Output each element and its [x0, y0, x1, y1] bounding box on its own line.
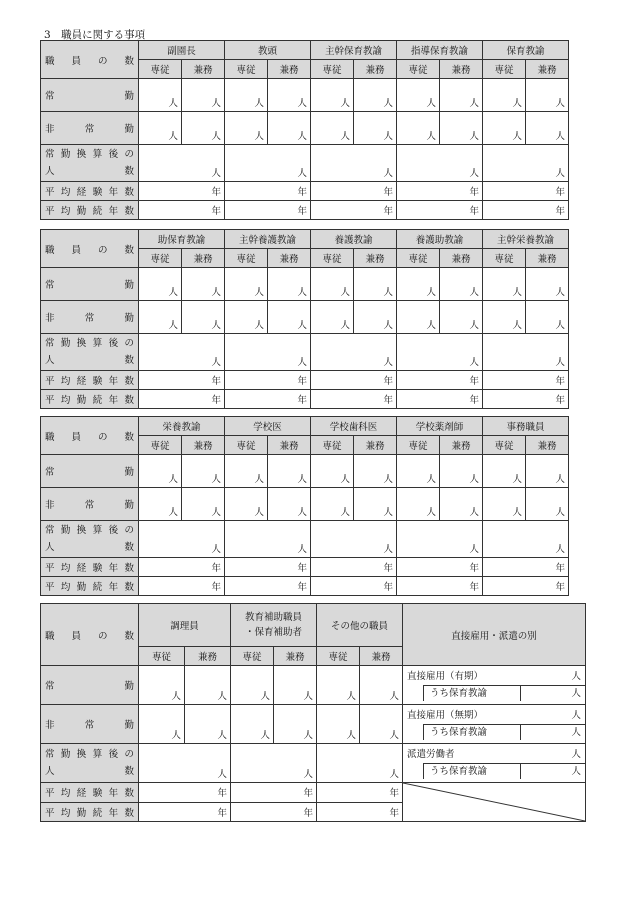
input-cell[interactable]: 人 [139, 268, 182, 301]
input-cell[interactable]: 年 [225, 390, 311, 409]
input-cell[interactable]: 人 [182, 488, 225, 521]
sub-header-dedicated: 専従 [397, 436, 440, 455]
input-cell[interactable]: 年 [139, 201, 225, 220]
input-cell[interactable]: 年 [225, 577, 311, 596]
input-cell[interactable]: 年 [483, 558, 569, 577]
row-label-converted: 常勤換算後の 人数 [41, 521, 139, 558]
input-cell[interactable]: 人 [526, 488, 569, 521]
diagonal-line [403, 783, 585, 821]
role-header: 養護教諭 [311, 230, 397, 249]
input-cell[interactable]: 年 [139, 783, 231, 803]
input-cell[interactable]: 人 [225, 301, 268, 334]
input-cell[interactable]: 人 [360, 666, 403, 705]
role-header: 学校薬剤師 [397, 417, 483, 436]
row-label-fulltime: 常勤 [41, 666, 139, 705]
input-cell[interactable]: 年 [139, 558, 225, 577]
sub-header-concurrent: 兼務 [360, 647, 403, 666]
input-cell[interactable]: 年 [139, 577, 225, 596]
section-title: 3 職員に関する事項 [44, 29, 146, 41]
role-header: 主幹保育教諭 [311, 41, 397, 60]
employment-direct-fixed: 直接雇用（有期） 人 うち保育教諭 人 [403, 666, 586, 705]
row-label-tenure: 平均勤続年数 [41, 390, 139, 409]
sub-header-dedicated: 専従 [311, 249, 354, 268]
input-cell[interactable]: 人 [354, 488, 397, 521]
input-cell[interactable]: 年 [311, 558, 397, 577]
sub-header-concurrent: 兼務 [440, 249, 483, 268]
role-header: 副園長 [139, 41, 225, 60]
input-cell[interactable]: 人 [483, 79, 526, 112]
input-cell[interactable]: 人 [440, 112, 483, 145]
role-header: 主幹養護教諭 [225, 230, 311, 249]
input-cell[interactable]: 人 [483, 145, 569, 182]
sub-header-dedicated: 専従 [311, 436, 354, 455]
input-cell[interactable]: 人 [225, 79, 268, 112]
input-cell[interactable]: 年 [483, 201, 569, 220]
row-label-count: 職員の数 [41, 417, 139, 455]
row-label-count: 職員の数 [41, 230, 139, 268]
sub-header-concurrent: 兼務 [526, 60, 569, 79]
employment-direct-permanent: 直接雇用（無期） 人 うち保育教諭 人 [403, 705, 586, 744]
input-cell[interactable]: 人 [354, 112, 397, 145]
input-cell[interactable]: 年 [311, 201, 397, 220]
input-cell[interactable]: 人 [225, 334, 311, 371]
input-cell[interactable]: 人 [311, 521, 397, 558]
input-cell[interactable]: 人 [360, 705, 403, 744]
input-cell[interactable]: 人 [440, 301, 483, 334]
input-cell[interactable]: 人 [274, 705, 317, 744]
input-cell[interactable]: 人 [182, 112, 225, 145]
staff-table-block-3 [40, 416, 569, 596]
staff-table-block-1 [40, 40, 569, 220]
input-cell[interactable]: 人 [268, 268, 311, 301]
input-cell[interactable]: 人 [268, 301, 311, 334]
input-cell[interactable]: 人 [483, 488, 526, 521]
input-cell[interactable]: 人 [139, 334, 225, 371]
input-cell[interactable]: 年 [139, 802, 231, 822]
input-cell[interactable]: 人 [317, 666, 360, 705]
input-cell[interactable]: 人 [521, 685, 585, 701]
input-cell[interactable]: 人 [526, 301, 569, 334]
employment-dispatched: 派遣労働者 人 うち保育教諭 人 [403, 744, 586, 783]
row-label-converted: 常勤換算後の 人数 [41, 744, 139, 783]
sub-header-concurrent: 兼務 [526, 436, 569, 455]
sub-header-dedicated: 専従 [225, 60, 268, 79]
input-cell[interactable]: 人 [483, 268, 526, 301]
input-cell[interactable]: 人 [185, 705, 231, 744]
input-cell[interactable]: 人 [311, 488, 354, 521]
input-cell[interactable]: 人 [225, 145, 311, 182]
input-cell[interactable]: 人 [440, 268, 483, 301]
input-cell[interactable]: 年 [317, 783, 403, 803]
input-cell[interactable]: 年 [139, 390, 225, 409]
input-cell[interactable]: 人 [397, 455, 440, 488]
row-label-parttime: 非常勤 [41, 112, 139, 145]
input-cell[interactable]: 人 [526, 112, 569, 145]
row-label-converted: 常勤換算後の 人数 [41, 334, 139, 371]
input-cell[interactable]: 人 [268, 112, 311, 145]
sub-header-concurrent: 兼務 [354, 60, 397, 79]
input-cell[interactable]: 年 [311, 390, 397, 409]
input-cell[interactable]: 年 [483, 371, 569, 390]
input-cell[interactable]: 年 [225, 201, 311, 220]
row-label-fulltime: 常勤 [41, 455, 139, 488]
input-cell[interactable]: 人 [397, 112, 440, 145]
input-cell[interactable]: 人 [526, 79, 569, 112]
input-cell[interactable]: 年 [397, 390, 483, 409]
input-cell[interactable]: 人 [483, 301, 526, 334]
role-header: 学校医 [225, 417, 311, 436]
row-label-parttime: 非常勤 [41, 705, 139, 744]
role-header: 助保育教諭 [139, 230, 225, 249]
sub-header-dedicated: 専従 [225, 249, 268, 268]
sub-header-dedicated: 専従 [231, 647, 274, 666]
input-cell[interactable]: 人 [225, 268, 268, 301]
sub-header-dedicated: 専従 [139, 436, 182, 455]
input-cell[interactable]: 年 [311, 182, 397, 201]
input-cell[interactable]: 人 [274, 666, 317, 705]
input-cell[interactable]: 人 [397, 79, 440, 112]
input-cell[interactable]: 人 [268, 488, 311, 521]
role-header: 教育補助職員 ・保育補助者 [231, 604, 317, 647]
role-header: その他の職員 [317, 604, 403, 647]
row-label-count: 職員の数 [41, 604, 139, 666]
sub-header-concurrent: 兼務 [182, 60, 225, 79]
sub-header-concurrent: 兼務 [274, 647, 317, 666]
sub-header-concurrent: 兼務 [268, 249, 311, 268]
input-cell[interactable]: 人 [354, 301, 397, 334]
input-cell[interactable]: 人 [317, 744, 403, 783]
input-cell[interactable]: 人 [483, 112, 526, 145]
input-cell[interactable]: 年 [225, 371, 311, 390]
input-cell[interactable]: 年 [231, 783, 317, 803]
input-cell[interactable]: 年 [397, 371, 483, 390]
input-cell[interactable]: 人 [354, 268, 397, 301]
row-label-experience: 平均経験年数 [41, 558, 139, 577]
row-label-tenure: 平均勤続年数 [41, 802, 139, 822]
input-cell[interactable]: 人 [225, 112, 268, 145]
input-cell[interactable]: 人 [526, 268, 569, 301]
row-label-experience: 平均経験年数 [41, 783, 139, 803]
input-cell[interactable]: 人 [397, 145, 483, 182]
diagonal-blank-cell [403, 783, 586, 822]
row-label-experience: 平均経験年数 [41, 182, 139, 201]
input-cell[interactable]: 人 [311, 112, 354, 145]
sub-header-dedicated: 専従 [483, 60, 526, 79]
input-cell[interactable]: 年 [225, 558, 311, 577]
staff-table-block-4 [40, 603, 586, 822]
sub-header-concurrent: 兼務 [440, 436, 483, 455]
input-cell[interactable]: 人 [139, 705, 185, 744]
sub-header-dedicated: 専従 [397, 249, 440, 268]
sub-header-dedicated: 専従 [139, 647, 185, 666]
row-label-fulltime: 常勤 [41, 268, 139, 301]
input-cell[interactable]: 人 [231, 744, 317, 783]
sub-header-concurrent: 兼務 [526, 249, 569, 268]
input-cell[interactable]: 人 [139, 145, 225, 182]
sub-header-dedicated: 専従 [317, 647, 360, 666]
input-cell[interactable]: 年 [483, 390, 569, 409]
input-cell[interactable]: 人 [397, 268, 440, 301]
input-cell[interactable]: 人 [311, 145, 397, 182]
row-label-parttime: 非常勤 [41, 301, 139, 334]
sub-header-dedicated: 専従 [397, 60, 440, 79]
sub-header-dedicated: 専従 [311, 60, 354, 79]
input-cell[interactable]: 人 [268, 79, 311, 112]
input-cell[interactable]: 人 [225, 521, 311, 558]
input-cell[interactable]: 人 [397, 521, 483, 558]
sub-header-dedicated: 専従 [483, 436, 526, 455]
input-cell[interactable]: 人 [231, 666, 274, 705]
input-cell[interactable]: 人 [483, 334, 569, 371]
sub-header-concurrent: 兼務 [268, 60, 311, 79]
sub-header-concurrent: 兼務 [185, 647, 231, 666]
row-label-experience: 平均経験年数 [41, 371, 139, 390]
input-cell[interactable]: 人 [440, 488, 483, 521]
sub-header-concurrent: 兼務 [440, 60, 483, 79]
sub-header-dedicated: 専従 [225, 436, 268, 455]
row-label-tenure: 平均勤続年数 [41, 577, 139, 596]
input-cell[interactable]: 人 [397, 334, 483, 371]
input-cell[interactable]: 人 [440, 455, 483, 488]
row-label-parttime: 非常勤 [41, 488, 139, 521]
input-cell[interactable]: 年 [397, 201, 483, 220]
input-cell[interactable]: 年 [231, 802, 317, 822]
input-cell[interactable]: 年 [311, 577, 397, 596]
role-header: 主幹栄養教諭 [483, 230, 569, 249]
input-cell[interactable]: 人 [483, 455, 526, 488]
input-cell[interactable]: 年 [483, 577, 569, 596]
input-cell[interactable]: 人 [139, 666, 185, 705]
role-header: 保育教諭 [483, 41, 569, 60]
input-cell[interactable]: 人 [311, 79, 354, 112]
input-cell[interactable]: 人 [185, 666, 231, 705]
sub-header-concurrent: 兼務 [268, 436, 311, 455]
input-cell[interactable]: 年 [139, 371, 225, 390]
input-cell[interactable]: 人 [397, 488, 440, 521]
row-label-count: 職員の数 [41, 41, 139, 79]
input-cell[interactable]: 年 [397, 182, 483, 201]
input-cell[interactable]: 人 [139, 521, 225, 558]
input-cell[interactable]: 人 [139, 455, 182, 488]
sub-header-dedicated: 専従 [483, 249, 526, 268]
input-cell[interactable]: 人 [231, 705, 274, 744]
role-header: 教頭 [225, 41, 311, 60]
input-cell[interactable]: 人 [182, 79, 225, 112]
input-cell[interactable]: 人 [268, 455, 311, 488]
input-cell[interactable]: 人 [311, 301, 354, 334]
row-label-fulltime: 常勤 [41, 79, 139, 112]
input-cell[interactable]: 人 [571, 710, 581, 721]
sub-header-concurrent: 兼務 [354, 249, 397, 268]
input-cell[interactable]: 人 [139, 744, 231, 783]
input-cell[interactable]: 人 [354, 79, 397, 112]
input-cell[interactable]: 人 [139, 488, 182, 521]
input-cell[interactable]: 人 [526, 455, 569, 488]
role-header: 学校歯科医 [311, 417, 397, 436]
row-label-tenure: 平均勤続年数 [41, 201, 139, 220]
staff-table-block-2 [40, 229, 569, 409]
input-cell[interactable]: 人 [311, 455, 354, 488]
input-cell[interactable]: 人 [440, 79, 483, 112]
sub-header-concurrent: 兼務 [182, 249, 225, 268]
input-cell[interactable]: 人 [225, 455, 268, 488]
role-header: 養護助教諭 [397, 230, 483, 249]
input-cell[interactable]: 人 [317, 705, 360, 744]
input-cell[interactable]: 人 [182, 455, 225, 488]
role-header: 調理員 [139, 604, 231, 647]
sub-header-concurrent: 兼務 [182, 436, 225, 455]
sub-header-concurrent: 兼務 [354, 436, 397, 455]
input-cell[interactable]: 人 [521, 763, 585, 779]
input-cell[interactable]: 年 [317, 802, 403, 822]
role-header: 栄養教諭 [139, 417, 225, 436]
input-cell[interactable]: 年 [397, 577, 483, 596]
role-header: 事務職員 [483, 417, 569, 436]
sub-header-dedicated: 専従 [139, 249, 182, 268]
input-cell[interactable]: 年 [139, 182, 225, 201]
input-cell[interactable]: 人 [311, 334, 397, 371]
input-cell[interactable]: 人 [182, 301, 225, 334]
input-cell[interactable]: 人 [311, 268, 354, 301]
employment-type-header: 直接雇用・派遣の別 [403, 604, 586, 666]
input-cell[interactable]: 人 [521, 724, 585, 740]
input-cell[interactable]: 人 [483, 521, 569, 558]
input-cell[interactable]: 年 [225, 182, 311, 201]
input-cell[interactable]: 年 [397, 558, 483, 577]
input-cell[interactable]: 人 [139, 112, 182, 145]
input-cell[interactable]: 年 [311, 371, 397, 390]
input-cell[interactable]: 人 [571, 749, 581, 760]
input-cell[interactable]: 人 [225, 488, 268, 521]
input-cell[interactable]: 人 [182, 268, 225, 301]
input-cell[interactable]: 人 [571, 671, 581, 682]
row-label-converted: 常勤換算後の 人数 [41, 145, 139, 182]
input-cell[interactable]: 人 [139, 79, 182, 112]
input-cell[interactable]: 人 [354, 455, 397, 488]
input-cell[interactable]: 人 [397, 301, 440, 334]
input-cell[interactable]: 人 [139, 301, 182, 334]
role-header: 指導保育教諭 [397, 41, 483, 60]
sub-header-dedicated: 専従 [139, 60, 182, 79]
input-cell[interactable]: 年 [483, 182, 569, 201]
